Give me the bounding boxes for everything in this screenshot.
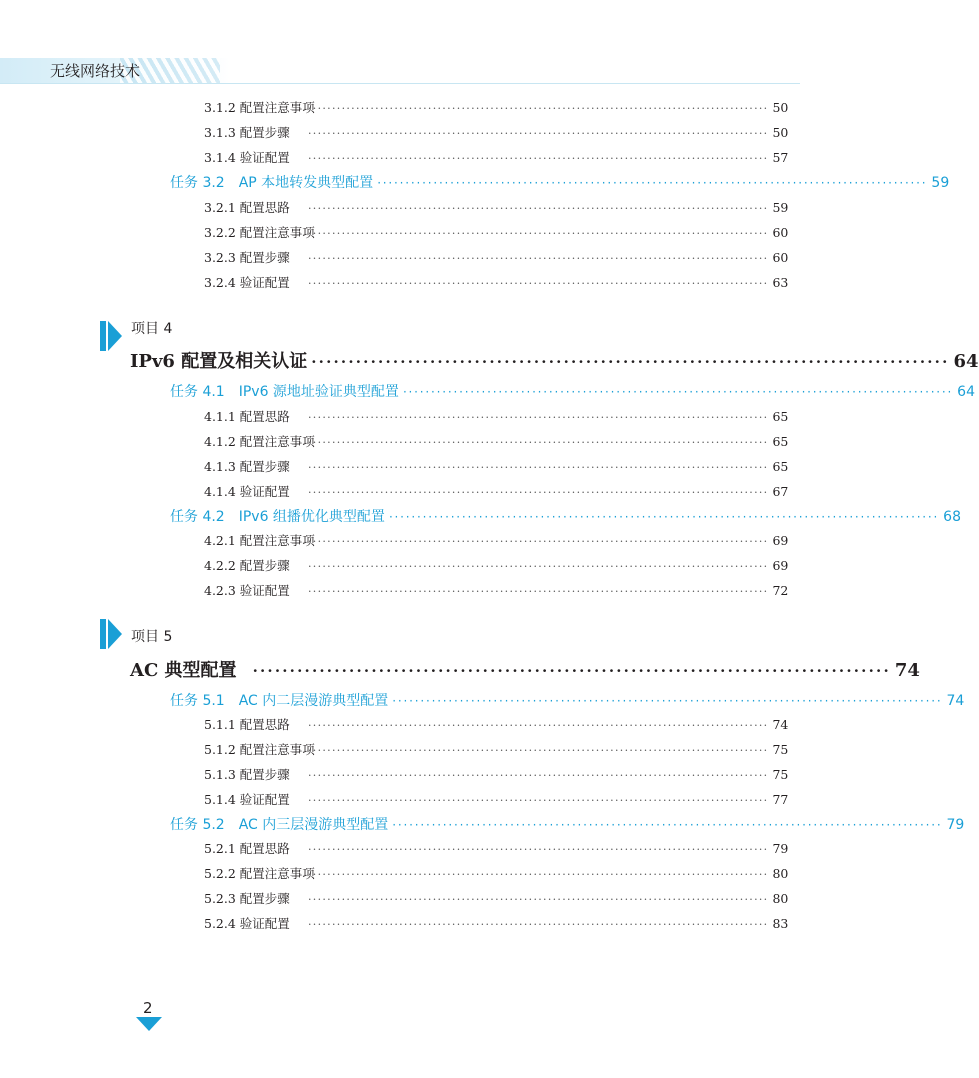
toc-entry-label: 3.1.4 验证配置 [204,150,290,165]
toc-task-page: 64 [957,384,975,400]
leader-dots: ······················································································ [311,353,950,371]
leader-dots: ································································································ [308,127,769,140]
toc-entry-label: 4.1.3 配置步骤 [204,459,290,474]
toc-entry-5-1-4[interactable] [204,790,789,808]
toc-entry-page: 57 [772,150,789,165]
toc-task-label: 任务 4.1 IPv6 源地址验证典型配置 [170,384,399,400]
toc-entry-page: 60 [772,225,789,240]
toc-task-page: 59 [931,175,950,191]
toc-entry-page: 50 [772,125,789,140]
project-4-marker-icon [100,321,122,351]
toc-entry-label: 5.1.2 配置注意事项 [204,742,315,757]
toc-entry-page: 83 [772,916,789,931]
leader-dots: ································································································ [308,227,769,240]
toc-task-5-1[interactable] [170,690,965,710]
toc-entry-label: 3.1.2 配置注意事项 [204,100,315,115]
toc-entry-4-2-2[interactable] [204,556,789,574]
toc-entry-4-1-3[interactable] [204,457,789,475]
leader-dots: ······················································································ [252,662,891,680]
toc-entry-4-1-2[interactable] [204,432,789,450]
toc-entry-5-1-1[interactable] [204,715,789,733]
leader-dots: ································································································ [308,868,769,881]
toc-entry-label: 5.1.1 配置思路 [204,717,290,732]
toc-entry-label: 5.2.3 配置步骤 [204,891,290,906]
leader-dots: ·································································································· [402,385,954,399]
leader-dots: ································································································ [308,486,769,499]
toc-entry-label: 3.2.2 配置注意事项 [204,225,315,240]
toc-entry-label: 5.1.4 验证配置 [204,792,290,807]
toc-entry-label: 3.2.4 验证配置 [204,275,290,290]
project-5-label: 项目 5 [131,629,173,645]
page-number: 2 [143,999,153,1017]
toc-chapter-page: 64 [953,351,979,372]
leader-dots: ································································································ [308,277,769,290]
leader-dots: ································································································ [308,893,769,906]
toc-task-4-1[interactable] [170,381,975,401]
page-marker-triangle-icon [136,1017,162,1031]
toc-entry-page: 65 [772,434,789,449]
toc-entry-page: 50 [772,100,789,115]
toc-entry-label: 3.2.1 配置思路 [204,200,290,215]
leader-dots: ································································································ [308,843,769,856]
leader-dots: ································································································ [308,436,769,449]
toc-task-label: 任务 4.2 IPv6 组播优化典型配置 [170,509,385,525]
toc-entry-5-1-2[interactable] [204,740,789,758]
toc-entry-page: 74 [772,717,789,732]
toc-entry-page: 63 [772,275,789,290]
toc-entry-3-2-1[interactable] [204,198,789,216]
toc-entry-page: 67 [772,484,789,499]
toc-entry-label: 5.2.2 配置注意事项 [204,866,315,881]
toc-chapter-project-4[interactable] [130,347,979,373]
leader-dots: ································································································ [308,769,769,782]
toc-entry-page: 80 [772,891,789,906]
toc-task-3-2[interactable] [170,172,950,192]
leader-dots: ·································································································· [392,694,943,708]
toc-entry-page: 72 [772,583,789,598]
toc-entry-page: 69 [772,558,789,573]
toc-task-5-2[interactable] [170,814,965,834]
leader-dots: ································································································ [308,585,769,598]
leader-dots: ································································································ [308,918,769,931]
toc-entry-4-1-1[interactable] [204,407,789,425]
running-header [0,58,800,84]
toc-task-label: 任务 5.2 AC 内三层漫游典型配置 [170,817,389,833]
toc-task-page: 68 [943,509,961,525]
toc-entry-page: 75 [772,742,789,757]
leader-dots: ································································································ [308,744,769,757]
toc-entry-page: 59 [772,200,789,215]
book-title: 无线网络技术 [50,62,141,80]
leader-dots: ································································································ [308,535,769,548]
toc-entry-3-2-4[interactable] [204,273,789,291]
toc-entry-label: 5.2.1 配置思路 [204,841,290,856]
toc-entry-label: 4.1.2 配置注意事项 [204,434,315,449]
toc-entry-3-2-2[interactable] [204,223,789,241]
toc-entry-5-2-3[interactable] [204,889,789,907]
leader-dots: ································································································ [308,461,769,474]
project-5-marker-icon [100,619,122,649]
toc-entry-label: 4.2.1 配置注意事项 [204,533,315,548]
header-rule [0,83,800,84]
toc-task-page: 79 [946,817,965,833]
toc-entry-label: 3.2.3 配置步骤 [204,250,290,265]
toc-entry-page: 69 [772,533,789,548]
toc-entry-label: 5.1.3 配置步骤 [204,767,290,782]
toc-entry-5-2-4[interactable] [204,914,789,932]
leader-dots: ································································································ [308,252,769,265]
leader-dots: ································································································ [308,719,769,732]
toc-entry-page: 65 [772,459,789,474]
toc-entry-page: 77 [772,792,789,807]
leader-dots: ································································································ [308,102,769,115]
toc-entry-3-1-4[interactable] [204,148,789,166]
toc-entry-label: 5.2.4 验证配置 [204,916,290,931]
toc-task-page: 74 [946,693,965,709]
toc-entry-label: 4.1.1 配置思路 [204,409,290,424]
toc-entry-label: 4.1.4 验证配置 [204,484,290,499]
toc-chapter-page: 74 [894,660,920,681]
toc-entry-page: 60 [772,250,789,265]
toc-chapter-project-5[interactable] [130,656,920,682]
leader-dots: ·································································································· [392,818,943,832]
toc-entry-page: 65 [772,409,789,424]
leader-dots: ································································································ [308,411,769,424]
leader-dots: ································································································ [308,202,769,215]
leader-dots: ································································································ [308,152,769,165]
toc-task-label: 任务 3.2 AP 本地转发典型配置 [170,175,374,191]
toc-entry-3-2-3[interactable] [204,248,789,266]
toc-entry-3-1-2[interactable] [204,98,789,116]
toc-entry-5-2-2[interactable] [204,864,789,882]
toc-entry-label: 4.2.3 验证配置 [204,583,290,598]
toc-task-label: 任务 5.1 AC 内二层漫游典型配置 [170,693,389,709]
leader-dots: ································································································ [308,794,769,807]
toc-entry-page: 79 [772,841,789,856]
toc-entry-page: 80 [772,866,789,881]
toc-chapter-title: IPv6 配置及相关认证 [130,351,308,372]
toc-entry-label: 3.1.3 配置步骤 [204,125,290,140]
toc-entry-5-2-1[interactable] [204,839,789,857]
toc-task-4-2[interactable] [170,506,961,526]
toc-entry-3-1-3[interactable] [204,123,789,141]
toc-entry-4-1-4[interactable] [204,482,789,500]
toc-entry-4-2-3[interactable] [204,581,789,599]
project-4-label: 项目 4 [131,321,173,337]
leader-dots: ·································································································· [377,176,928,190]
toc-entry-page: 75 [772,767,789,782]
toc-entry-4-2-1[interactable] [204,531,789,549]
toc-entry-5-1-3[interactable] [204,765,789,783]
leader-dots: ·································································································· [388,510,940,524]
toc-entry-label: 4.2.2 配置步骤 [204,558,290,573]
leader-dots: ································································································ [308,560,769,573]
toc-chapter-title: AC 典型配置 [130,660,237,681]
